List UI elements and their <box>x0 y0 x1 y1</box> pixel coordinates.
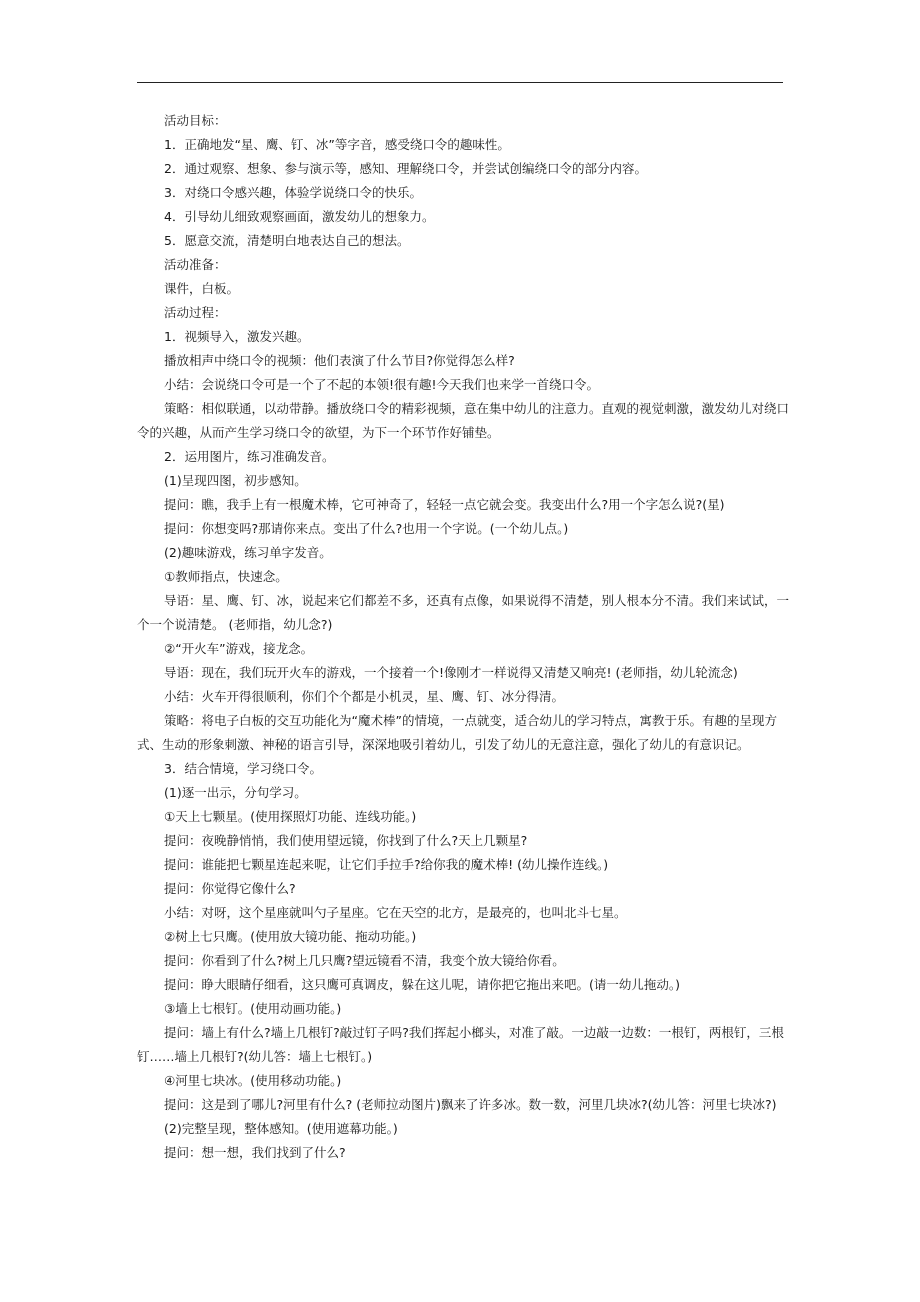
paragraph: 提问：谁能把七颗星连起来呢，让它们手拉手?给你我的魔术棒! (幼儿操作连线。) <box>164 857 609 872</box>
paragraph: 提问：你想变吗?那请你来点。变出了什么?也用一个字说。(一个幼儿点。) <box>164 521 569 536</box>
goal-item: 2．通过观察、想象、参与演示等，感知、理解绕口令，并尝试创编绕口令的部分内容。 <box>164 161 647 176</box>
paragraph: 课件，白板。 <box>164 281 240 296</box>
sub-step-heading: (2)趣味游戏，练习单字发音。 <box>164 545 332 560</box>
goal-item: 5．愿意交流，清楚明白地表达自己的想法。 <box>164 233 410 248</box>
section-heading-process: 活动过程： <box>164 305 227 320</box>
section-heading-goals: 活动目标： <box>164 113 227 128</box>
paragraph: ②“开火车”游戏，接龙念。 <box>164 641 314 656</box>
header-rule <box>137 82 783 83</box>
sub-step-heading: (1)呈现四图，初步感知。 <box>164 473 307 488</box>
paragraph: ③墙上七根钉。(使用动画功能。) <box>164 1001 342 1016</box>
goal-item: 3．对绕口令感兴趣，体验学说绕口令的快乐。 <box>164 185 422 200</box>
paragraph: 小结：火车开得很顺利，你们个个都是小机灵，星、鹰、钉、冰分得清。 <box>164 689 565 704</box>
goal-item: 4．引导幼儿细致观察画面，激发幼儿的想象力。 <box>164 209 435 224</box>
paragraph: 提问：这是到了哪儿?河里有什么? (老师拉动图片)飘来了许多冰。数一数，河里几块冰?(幼儿答：河里七块冰?) <box>164 1097 777 1112</box>
paragraph: 提问：墙上有什么?墙上几根钉?敲过钉子吗?我们挥起小榔头，对准了敲。一边敲一边数：一根钉，两根钉，三根钉……墙上几根钉?(幼儿答：墙上七根钉。) <box>137 1025 784 1064</box>
paragraph: 播放相声中绕口令的视频：他们表演了什么节目?你觉得怎么样? <box>164 353 515 368</box>
paragraph: 策略：将电子白板的交互功能化为“魔术棒”的情境，一点就变，适合幼儿的学习特点，寓教于乐。有趣的呈现方式、生动的形象刺激、神秘的语言引导，深深地吸引着幼儿，引发了幼儿的无意注意，强化了幼儿的有意识记。 <box>137 713 777 752</box>
step-heading: 1．视频导入，激发兴趣。 <box>164 329 310 344</box>
paragraph: 策略：相似联通，以动带静。播放绕口令的精彩视频，意在集中幼儿的注意力。直观的视觉刺激，激发幼儿对绕口令的兴趣，从而产生学习绕口令的欲望，为下一个环节作好铺垫。 <box>137 401 790 440</box>
paragraph: 提问：想一想，我们找到了什么? <box>164 1145 346 1160</box>
document-body <box>137 109 792 1165</box>
paragraph: 提问：瞧，我手上有一根魔术棒，它可神奇了，轻轻一点它就会变。我变出什么?用一个字怎么说?(星) <box>164 497 725 512</box>
section-heading-preparation: 活动准备： <box>164 257 227 272</box>
paragraph: 小结：会说绕口令可是一个了不起的本领!很有趣!今天我们也来学一首绕口令。 <box>164 377 600 392</box>
step-heading: 3．结合情境，学习绕口令。 <box>164 761 322 776</box>
sub-step-heading: (2)完整呈现，整体感知。(使用遮幕功能。) <box>164 1121 398 1136</box>
paragraph: 提问：睁大眼睛仔细看，这只鹰可真调皮，躲在这儿呢，请你把它拖出来吧。(请一幼儿拖动。) <box>164 977 681 992</box>
paragraph: 提问：夜晚静悄悄，我们使用望远镜，你找到了什么?天上几颗星? <box>164 833 528 848</box>
paragraph: 导语：星、鹰、钉、冰，说起来它们都差不多，还真有点像，如果说得不清楚，别人根本分不清。我们来试试，一个一个说清楚。 (老师指，幼儿念?) <box>137 593 790 632</box>
paragraph: 提问：你觉得它像什么? <box>164 881 296 896</box>
paragraph: ②树上七只鹰。(使用放大镜功能、拖动功能。) <box>164 929 417 944</box>
step-heading: 2．运用图片，练习准确发音。 <box>164 449 335 464</box>
paragraph: 提问：你看到了什么?树上几只鹰?望远镜看不清，我变个放大镜给你看。 <box>164 953 565 968</box>
paragraph: 导语：现在，我们玩开火车的游戏，一个接着一个!像刚才一样说得又清楚又响亮! (老师指，幼儿轮流念) <box>164 665 738 680</box>
goal-item: 1．正确地发“星、鹰、钉、冰”等字音，感受绕口令的趣味性。 <box>164 137 510 152</box>
paragraph: ①教师指点，快速念。 <box>164 569 288 584</box>
paragraph: ④河里七块冰。(使用移动功能。) <box>164 1073 342 1088</box>
paragraph: 小结：对呀，这个星座就叫勺子星座。它在天空的北方，是最亮的，也叫北斗七星。 <box>164 905 627 920</box>
sub-step-heading: (1)逐一出示，分句学习。 <box>164 785 307 800</box>
paragraph: ①天上七颗星。(使用探照灯功能、连线功能。) <box>164 809 417 824</box>
